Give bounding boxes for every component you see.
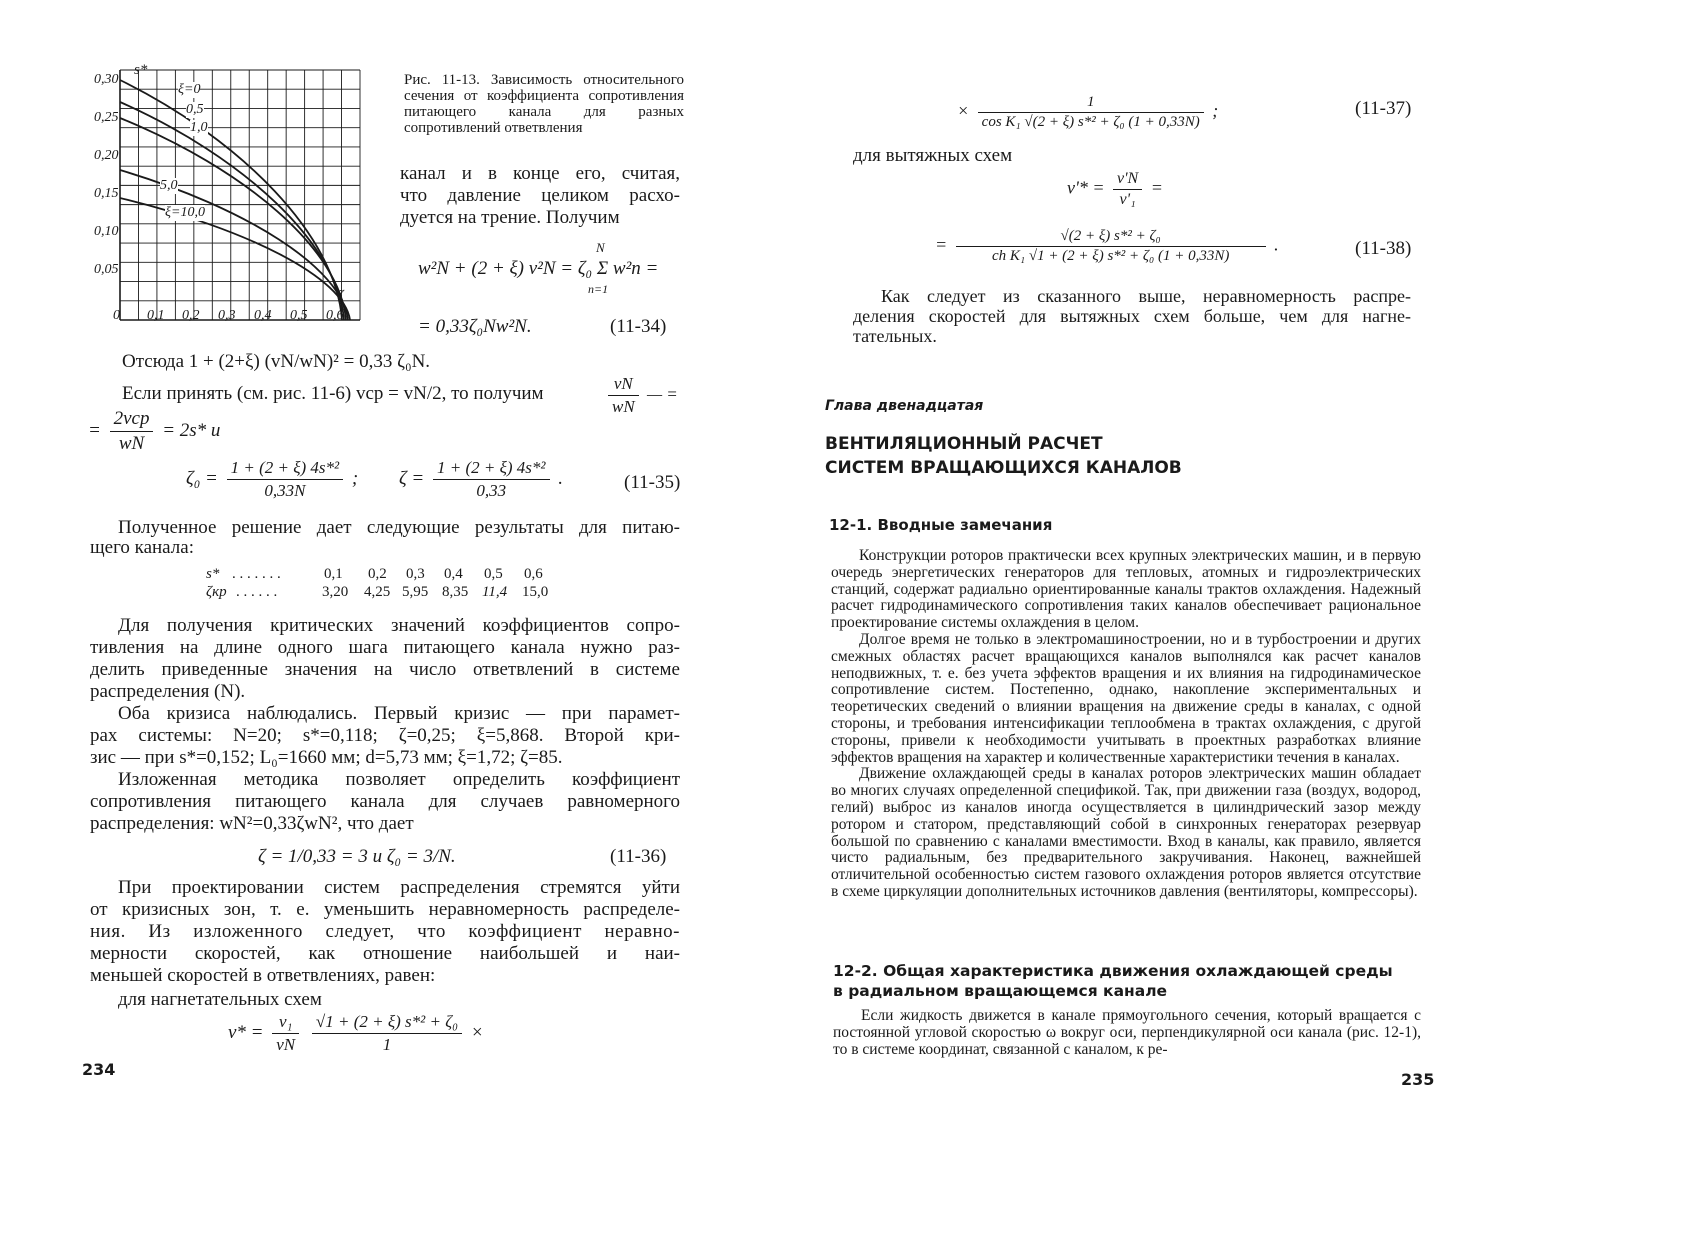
text-line: от кризисных зон, т. е. уменьшить неравномерность распределе- — [90, 899, 680, 920]
side-text-line: дуется на трение. Получим — [400, 207, 620, 228]
x-tick: 0 — [113, 308, 120, 323]
figure-curves — [120, 80, 350, 320]
text-line: Изложенная методика позволяет определить коэффициент — [118, 769, 680, 790]
text-line: Полученное решение дает следующие результаты для питаю- — [118, 517, 680, 538]
paragraph: Долгое время не только в электромашиностроении, но и в турбостроении и других смежных областях расчет вращающихся каналов выполнялся как расчет каналов неподвижных, т. е. без учета эффектов вращения и их влияния на гидродинамическое сопротивление систем. Постепенно, однако, накопление экспериментальных и теоретических сведений о влиянии вращения на движение среды в каналах, с одной стороны, и требования интенсификации теплообмена в трактах охлаждения, с другой стороны, привели к необходимости учитывать в проектных разработках влияние эффектов вращения на характер и количественные характеристики течения в каналах. — [831, 630, 1421, 766]
section-heading: 12-1. Вводные замечания — [829, 516, 1053, 534]
x-tick: 0,3 — [218, 308, 236, 323]
text-line: зис — при s*=0,152; L₀=1660 мм; d=5,73 мм; ξ=1,72; ζ=85. — [90, 747, 563, 768]
equation-11-38-bottom: = $\frac{\text{√(2 + ξ) s*² + ζ₀}}{\text{ch K₁ √1 + (2 + ξ) s*² + ζ₀ (1 + 0,33N)}}$ . — [935, 228, 1279, 264]
side-text-line: что давление целиком расхо- — [400, 185, 680, 206]
page-number: 235 — [1401, 1070, 1435, 1089]
y-tick: 0,30 — [94, 72, 119, 87]
curve-label: 5,0 — [160, 178, 178, 193]
curve — [120, 198, 350, 320]
text-line: Если принять (см. рис. 11-6) vср = vN/2, то получим — [122, 383, 544, 404]
text-line: тивления на длине одного шага питающего канала нужно раз- — [90, 637, 680, 658]
section-heading: 12-2. Общая характеристика движения охлаждающей среды — [833, 962, 1393, 980]
text-line: мерности скоростей, как отношение наибольшей и наи- — [90, 943, 680, 964]
section-12-2-body — [833, 1008, 1421, 1058]
zeta-axis-label: ζ — [338, 288, 344, 303]
text-line: меньшей скоростей в ответвлениях, равен: — [90, 965, 436, 986]
equation-11-36: ζ = 1/0,33 = 3 и ζ₀ = 3/N. — [258, 846, 456, 867]
paragraph: Конструкции роторов практически всех крупных электрических машин, и в первую очередь энергетических генераторов для тепловых, атомных и гидроэлектрических станций, содержат радиально ориентированные каналы трактов охлаждения. Надежный расчет гидродинамического сопротивления таких каналов обеспечивает рациональное проектирование системы охлаждения в целом. — [831, 547, 1421, 632]
figure-11-13 — [80, 50, 400, 350]
fraction-numerator: 2vср — [110, 408, 154, 432]
equation-11-35: ζ₀ = $\frac{\text{1 + (2 + ξ) 4s*²}}{0,33N}$ ; ζ = $\frac{\text{1 + (2 + ξ) 4s*²}}{0,33}$ . — [186, 458, 563, 500]
section-12-1-body — [831, 548, 1421, 901]
page-number: 234 — [82, 1060, 116, 1079]
paragraph: Движение охлаждающей среды в каналах роторов электрических машин обладает во многих случаях определенной спецификой. Так, при движении газа (воздух, водород, гелий) выброс из каналов иногда осуществляется в цилиндрический зазор между ротором и статором, представляющий собой в синхронных генераторах резервуар большой по сравнению с каналами вместимости. Вход в каналы, как правило, является чисто радиальным, без предварительного закручивания. Наконец, важнейшей отличительной особенностью систем газового охлаждения роторов является отсутствие в схеме циркуляции дополнительных источников давления (вентиляторы, компрессоры). — [831, 765, 1421, 900]
equation-number: (11-36) — [610, 846, 667, 867]
equation-11-34-line2: = 0,33ζ₀Nw²N. — [418, 316, 532, 337]
curve-label: ξ=0 — [178, 82, 201, 97]
text-line: щего канала: — [90, 537, 194, 558]
curve-label: ξ=10,0 — [165, 205, 205, 220]
equation-number: (11-34) — [610, 316, 667, 337]
sum-lower-limit: n=1 — [588, 282, 609, 296]
curve-label: 0,5 — [186, 102, 204, 117]
results-table — [206, 566, 566, 602]
curve — [120, 102, 344, 320]
fraction-numerator: vN — [608, 374, 639, 396]
y-tick: 0,10 — [94, 224, 119, 239]
curve-label: 1,0 — [190, 120, 208, 135]
table-row: s* . . . . . . . 0,1 0,2 0,3 0,4 0,5 0,6 — [206, 566, 543, 582]
y-tick: 0,05 — [94, 262, 119, 277]
text-line: деления скоростей для вытяжных схем больше, чем для нагне- — [853, 306, 1411, 326]
x-tick: 0,5 — [290, 308, 308, 323]
text-line: делить приведенные значения на число ответвлений в системе — [90, 659, 680, 680]
section-heading: в радиальном вращающемся канале — [833, 982, 1168, 1000]
equation-rest: = 2s* и — [162, 419, 221, 441]
side-text-line: канал и в конце его, считая, — [400, 163, 680, 184]
text-line: Оба кризиса наблюдались. Первый кризис — при парамет- — [118, 703, 680, 724]
text-line: Отсюда 1 + (2+ξ) (vN/wN)² = 0,33 ζ₀N. — [122, 351, 431, 372]
y-axis-label: s* — [134, 62, 148, 78]
text-line: тательных. — [853, 326, 937, 346]
chapter-title: СИСТЕМ ВРАЩАЮЩИХСЯ КАНАЛОВ — [825, 458, 1182, 478]
equation-number: (11-38) — [1355, 238, 1412, 259]
y-tick: 0,25 — [94, 110, 119, 125]
equation-2s: = $\frac{\text{2vср}}{wN}$ = 2s* и — [88, 408, 221, 454]
text-line: для нагнетательных схем — [118, 989, 322, 1010]
text-line: рах системы: N=20; s*=0,118; ζ=0,25; ξ=5,868. Второй кри- — [90, 725, 680, 746]
text-line: распределения: wN²=0,33ζwN², что дает — [90, 813, 414, 834]
fraction-denominator: wN — [612, 397, 635, 416]
text-line: При проектировании систем распределения стремятся уйти — [118, 877, 680, 898]
x-tick: 0,6 — [326, 308, 344, 323]
x-tick: 0,2 — [182, 308, 200, 323]
figure-caption: Рис. 11-13. Зависимость относительного сечения от коэффициента сопротивления питающего канала для разных сопротивлений ответвления — [404, 72, 684, 136]
y-tick: 0,15 — [94, 186, 119, 201]
right-page — [825, 0, 1702, 1252]
equation-11-38-top: v'* = $\frac{v'N}{\text{v'₁}}$ = — [1067, 170, 1163, 208]
fraction-denominator: wN — [118, 433, 145, 454]
text-line: распределения (N). — [90, 681, 246, 702]
sum-upper-limit: N — [596, 240, 605, 255]
equation-number: (11-37) — [1355, 98, 1412, 119]
x-tick: 0,4 — [254, 308, 272, 323]
chapter-label: Глава двенадцатая — [825, 398, 984, 414]
chapter-title: ВЕНТИЛЯЦИОННЫЙ РАСЧЕТ — [825, 434, 1103, 454]
text-line: сопротивления питающего канала для случаев равномерного — [90, 791, 680, 812]
y-tick: 0,20 — [94, 148, 119, 163]
equation-v-star: v* = $\frac{\text{v₁}}{vN}$ $\frac{\text{√1 + (2 + ξ) s*² + ζ₀}}{1}$ × — [228, 1012, 484, 1054]
equation-11-34-line1: w²N + (2 + ξ) v²N = ζ₀ Σ w²n = — [418, 258, 659, 279]
text-line: для вытяжных схем — [853, 145, 1013, 166]
equation-11-37: × $\frac{1}{\text{cos K₁ √(2 + ξ) s*² + ζ₀ (1 + 0,33N)}}$ ; — [957, 94, 1219, 130]
curve — [120, 118, 346, 320]
fraction-vn-wn: $\frac{vN}{wN}$ — = — [604, 374, 678, 417]
text-line: Как следует из сказанного выше, неравномерность распре- — [881, 286, 1411, 306]
text-line: Для получения критических значений коэффициентов сопро- — [118, 615, 680, 636]
text-line: ния. Из изложенного следует, что коэффициент неравно- — [90, 921, 680, 942]
x-tick: 0,1 — [147, 308, 165, 323]
equation-number: (11-35) — [624, 472, 681, 493]
paragraph: Если жидкость движется в канале прямоугольного сечения, который вращается с постоянной угловой скоростью ω вокруг оси, перпендикулярной оси канала (рис. 12-1), то в системе координат, связанной с каналом, к ре- — [833, 1007, 1421, 1058]
table-row: ζкр . . . . . . 3,20 4,25 5,95 8,35 11,4 15,0 — [206, 584, 549, 600]
